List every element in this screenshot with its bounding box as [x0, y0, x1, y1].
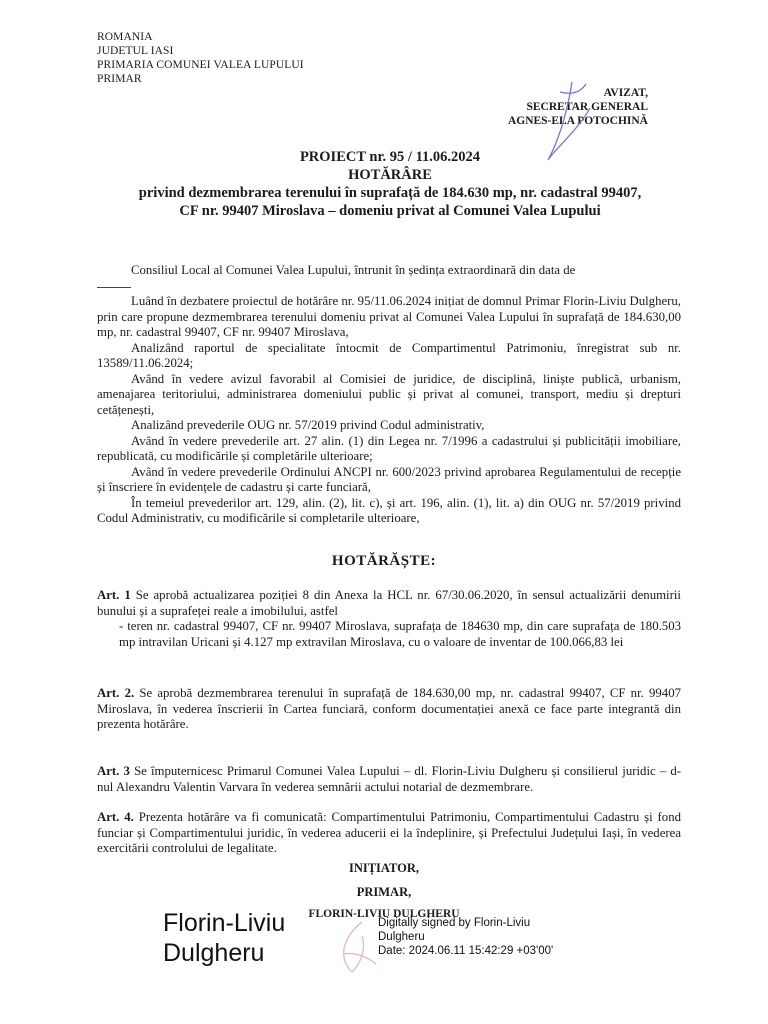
initiator-label: INIȚIATOR,: [348, 861, 420, 875]
consideration-paragraph: Analizând raportul de specialitate întocmit de Compartimentul Patrimoniu, înregistrat sub nr. 13589/11.06.2024;: [97, 340, 681, 370]
consideration-paragraph: Având în vedere prevederile Ordinului ANCPI nr. 600/2023 privind aprobarea Regulamentului de recepție și înscriere în evidențele de cadastru și carte funciară,: [97, 464, 681, 494]
avizat-line: SECRETAR GENERAL: [526, 101, 648, 113]
article-text: Prezenta hotărâre va fi comunicată: Compartimentului Patrimoniu, Compartimentului Cadastru și fond funciar și Compartimentului juridic, în vederea aducerii ei la îndeplinire, și Prefectului Județului Iași, în vederea exercitării controlului de legalitate.: [97, 810, 681, 855]
hotarare-heading: HOTĂRÂRE: [348, 167, 432, 183]
avizat-line: AVIZAT,: [603, 87, 648, 99]
header-line: JUDETUL IASI: [97, 45, 174, 57]
digital-signature-details: Digitally signed by Florin-Liviu Dulgheru Date: 2024.06.11 15:42:29 +03'00': [378, 917, 554, 957]
consideration-paragraph: Analizând prevederile OUG nr. 57/2019 privind Codul administrativ,: [131, 418, 485, 432]
signatory-name: FLORIN-LIVIU DULGHERU: [308, 908, 460, 920]
header-line: ROMANIA: [97, 31, 153, 43]
article-sub-item: - teren nr. cadastral 99407, CF nr. 99407 Miroslava, suprafața de 184630 mp, din care suprafața de 180.503 mp intravilan Uricani și 4.127 mp extravilan Miroslava, cu o valoare de inventar de 100.066,83 lei: [119, 619, 681, 649]
consideration-paragraph: Luând în dezbatere proiectul de hotărâre nr. 95/11.06.2024 inițiat de domnul Primar Florin-Liviu Dulgheru, prin care propune dezmembrarea terenului domeniu privat al Comunei Valea Lupului în suprafață de 184.630,00 mp, nr. cadastral 99407, CF nr. 99407 Miroslava,: [97, 294, 682, 339]
title-line: CF nr. 99407 Miroslava – domeniu privat al Comunei Valea Lupului: [179, 203, 601, 219]
article-text: Se aprobă dezmembrarea terenului în suprafață de 184.630,00 mp, nr. cadastral 99407, CF nr. 99407 Miroslava, în vederea înscrierii în Cartea funciară, conform documentației anexă ce face parte integrantă din prezenta hotărâre.: [97, 686, 681, 731]
hotaraste-heading: HOTĂRĂȘTE:: [331, 553, 437, 569]
title-line: privind dezmembrarea terenului în suprafață de 184.630 mp, nr. cadastral 99407,: [138, 185, 642, 201]
document-title-block: [60, 148, 720, 220]
article-text: Se împuternicesc Primarul Comunei Valea Lupului – dl. Florin-Liviu Dulgheru și consilierul juridic – d-nul Alexandru Valentin Varvara în vederea semnării actului notarial de dezmembrare.: [97, 764, 682, 794]
article-2: [97, 686, 681, 733]
article-3: [97, 764, 681, 795]
consideration-paragraph: Având în vedere avizul favorabil al Comisiei de juridice, de disciplină, liniște publică, urbanism, amenajarea teritoriului, administrarea domeniului public și privat al comunei, transport, mediu și drepturi cetățenești,: [97, 371, 681, 417]
considerations-block: [97, 294, 681, 527]
consideration-paragraph: Având în vedere prevederile art. 27 alin. (1) din Legea nr. 7/1996 a cadastrului și publicității imobiliare, republicată, cu modificările și completările ulterioare;: [97, 433, 681, 463]
digital-signature-name: Florin-Liviu Dulgheru: [163, 909, 286, 967]
proiect-number: PROIECT nr. 95 / 11.06.2024: [299, 149, 481, 165]
article-4: [97, 810, 681, 857]
primar-label: PRIMAR,: [356, 885, 412, 899]
date-blank-line: [97, 287, 131, 288]
consideration-paragraph: În temeiul prevederilor art. 129, alin. (2), lit. c), și art. 196, alin. (1), lit. a) din OUG nr. 57/2019 privind Codul Administrativ, cu modificările si completarile ulterioare,: [97, 495, 681, 525]
article-label: Art. 4.: [97, 810, 134, 824]
article-label: Art. 2.: [97, 686, 135, 700]
institution-header: [97, 30, 304, 86]
header-line: PRIMARIA COMUNEI VALEA LUPULUI: [97, 59, 304, 71]
avizat-line: AGNES-ELA POTOCHINĂ: [507, 115, 648, 127]
article-text: Se aprobă actualizarea poziției 8 din Anexa la HCL nr. 67/30.06.2020, în sensul actualizării denumirii bunului și a suprafeței reale a imobilului, astfel: [97, 588, 681, 618]
article-1: [97, 588, 681, 650]
intro-paragraph: Consiliul Local al Comunei Valea Lupului, întrunit în ședința extraordinară din data de: [131, 263, 576, 277]
header-line: PRIMAR: [97, 73, 142, 85]
article-label: Art. 3: [97, 764, 130, 778]
article-label: Art. 1: [97, 588, 131, 602]
